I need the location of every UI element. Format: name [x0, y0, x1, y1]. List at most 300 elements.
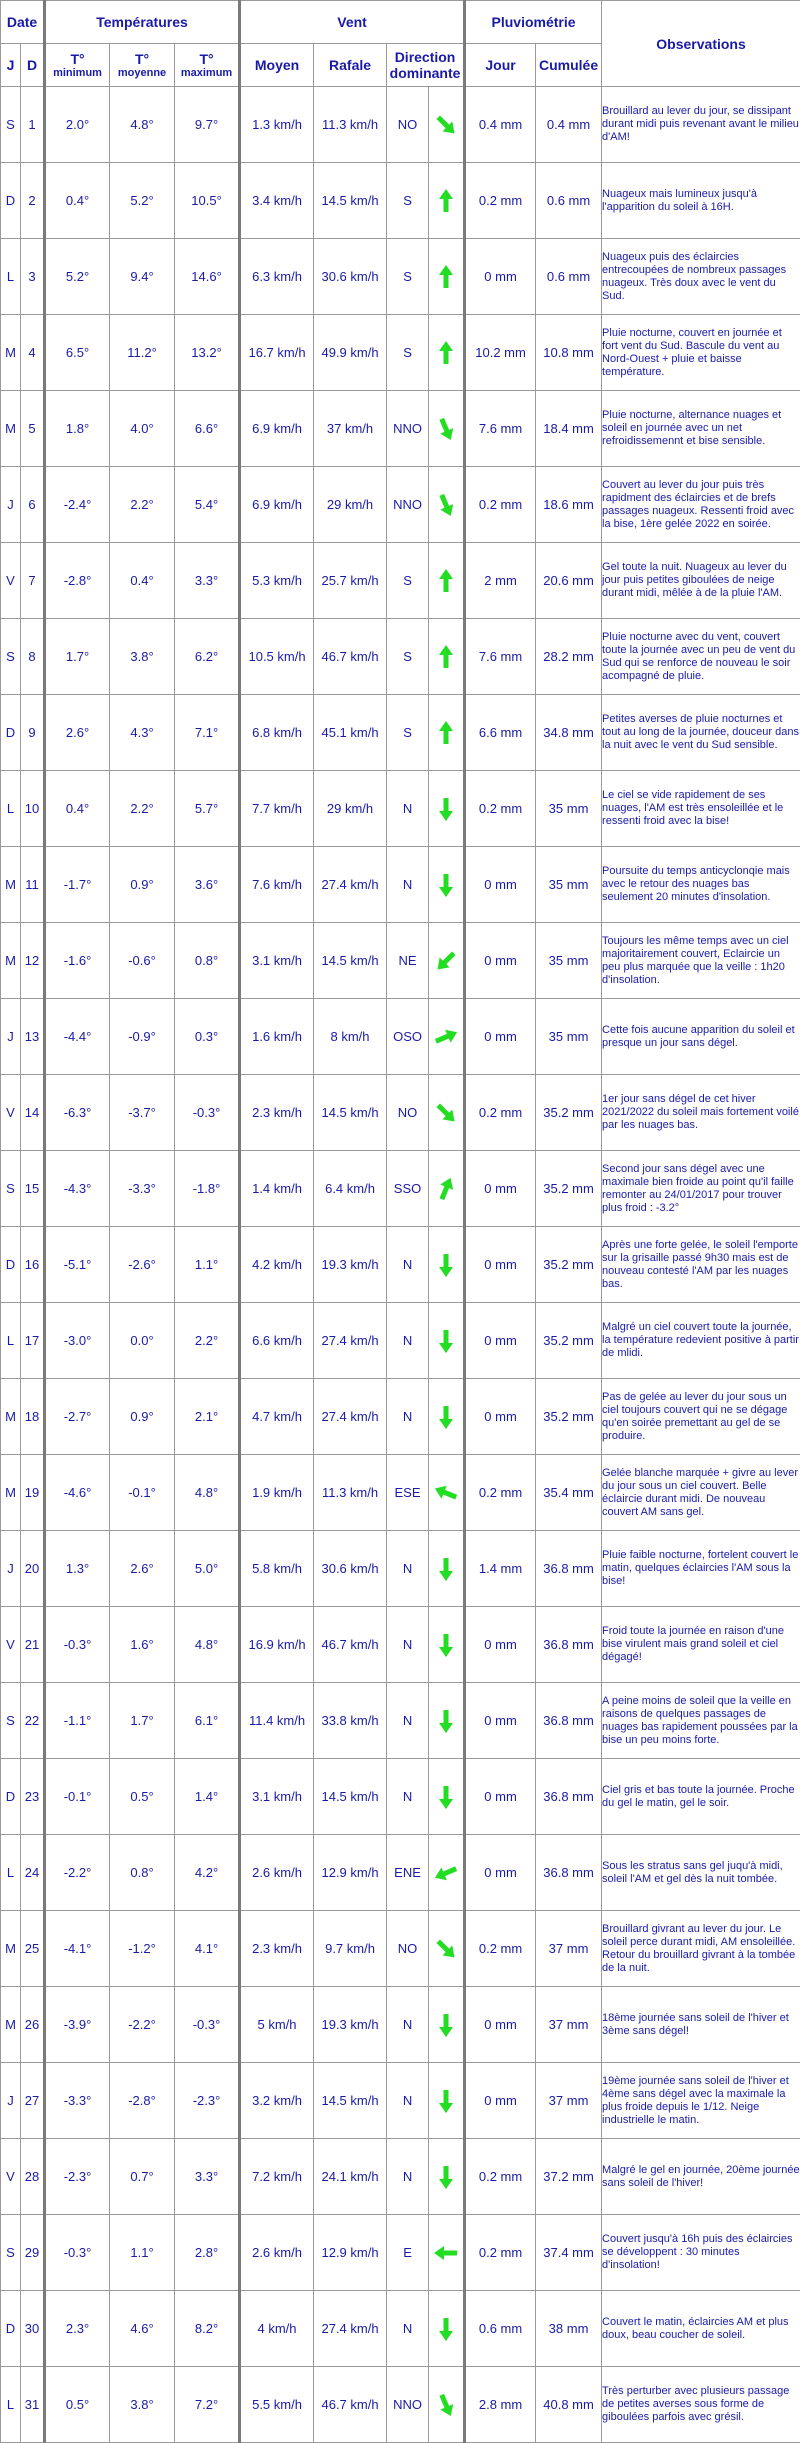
- rain-cumulative: 37.4 mm: [536, 2215, 602, 2291]
- temp-avg: -0.6°: [110, 923, 175, 999]
- wind-gust: 46.7 km/h: [314, 1607, 387, 1683]
- rain-cumulative: 0.6 mm: [536, 239, 602, 315]
- day-letter: J: [1, 999, 21, 1075]
- rain-cumulative: 18.6 mm: [536, 467, 602, 543]
- rain-cumulative: 38 mm: [536, 2291, 602, 2367]
- rain-day: 0.4 mm: [465, 87, 536, 163]
- day-letter: S: [1, 619, 21, 695]
- wind-arrow-icon: [432, 415, 460, 443]
- rain-day: 0 mm: [465, 1607, 536, 1683]
- rain-day: 0 mm: [465, 1303, 536, 1379]
- temp-avg: -2.2°: [110, 1987, 175, 2063]
- rain-day: 0 mm: [465, 923, 536, 999]
- wind-avg: 2.6 km/h: [240, 2215, 314, 2291]
- wind-arrow-cell: [429, 2367, 465, 2443]
- temp-min: -3.0°: [45, 1303, 110, 1379]
- wind-arrow-icon: [432, 2011, 460, 2039]
- header-col-d: D: [21, 44, 45, 87]
- wind-direction: N: [387, 847, 429, 923]
- wind-arrow-icon: [432, 1327, 460, 1355]
- wind-gust: 29 km/h: [314, 467, 387, 543]
- wind-gust: 14.5 km/h: [314, 2063, 387, 2139]
- rain-day: 7.6 mm: [465, 391, 536, 467]
- header-tmin: [45, 44, 110, 87]
- wind-direction: NE: [387, 923, 429, 999]
- observation: Nuageux puis des éclaircies entrecoupées de nombreux passages nuageux. Très doux avec le vent du Sud.: [602, 239, 800, 315]
- rain-day: 0 mm: [465, 1835, 536, 1911]
- rain-day: 0 mm: [465, 239, 536, 315]
- temp-min: -0.3°: [45, 1607, 110, 1683]
- rain-cumulative: 36.8 mm: [536, 1683, 602, 1759]
- observation: Pluie nocturne avec du vent, couvert toute la journée avec un peu de vent du Sud qui se renforce de nouveau le soir acompagné de pluie.: [602, 619, 800, 695]
- day-letter: V: [1, 2139, 21, 2215]
- wind-arrow-cell: [429, 1683, 465, 1759]
- rain-day: 0.6 mm: [465, 2291, 536, 2367]
- table-row: [1, 315, 800, 391]
- temp-min: -3.9°: [45, 1987, 110, 2063]
- rain-day: 7.6 mm: [465, 619, 536, 695]
- rain-cumulative: 35.2 mm: [536, 1303, 602, 1379]
- rain-cumulative: 37 mm: [536, 1987, 602, 2063]
- wind-gust: 14.5 km/h: [314, 163, 387, 239]
- wind-direction: S: [387, 163, 429, 239]
- wind-direction: S: [387, 239, 429, 315]
- temp-max: 14.6°: [175, 239, 240, 315]
- temp-avg: 3.8°: [110, 619, 175, 695]
- header-tmax: [175, 44, 240, 87]
- wind-avg: 6.9 km/h: [240, 467, 314, 543]
- wind-arrow-icon: [432, 643, 460, 671]
- rain-cumulative: 0.4 mm: [536, 87, 602, 163]
- tmax-sublabel: maximum: [175, 67, 238, 80]
- observation: Brouillard givrant au lever du jour. Le soleil perce durant midi, AM ensoleillée. Retour du brouillard givrant à la tombée de la nuit.: [602, 1911, 800, 1987]
- day-number: 11: [21, 847, 45, 923]
- wind-avg: 2.3 km/h: [240, 1911, 314, 1987]
- temp-max: 3.3°: [175, 2139, 240, 2215]
- wind-avg: 3.1 km/h: [240, 923, 314, 999]
- temp-max: 1.4°: [175, 1759, 240, 1835]
- table-row: [1, 1531, 800, 1607]
- rain-day: 0 mm: [465, 1151, 536, 1227]
- wind-avg: 6.8 km/h: [240, 695, 314, 771]
- day-number: 9: [21, 695, 45, 771]
- temp-min: 0.4°: [45, 771, 110, 847]
- wind-arrow-icon: [432, 947, 460, 975]
- wind-gust: 27.4 km/h: [314, 1303, 387, 1379]
- wind-avg: 11.4 km/h: [240, 1683, 314, 1759]
- wind-arrow-cell: [429, 2063, 465, 2139]
- temp-avg: 0.9°: [110, 1379, 175, 1455]
- wind-gust: 11.3 km/h: [314, 87, 387, 163]
- day-number: 29: [21, 2215, 45, 2291]
- temp-max: 5.4°: [175, 467, 240, 543]
- temp-min: -0.1°: [45, 1759, 110, 1835]
- day-number: 26: [21, 1987, 45, 2063]
- rain-day: 0 mm: [465, 1987, 536, 2063]
- wind-arrow-cell: [429, 1531, 465, 1607]
- rain-day: 2.8 mm: [465, 2367, 536, 2443]
- wind-gust: 46.7 km/h: [314, 619, 387, 695]
- temp-avg: 2.2°: [110, 771, 175, 847]
- wind-gust: 33.8 km/h: [314, 1683, 387, 1759]
- wind-arrow-icon: [432, 1251, 460, 1279]
- wind-gust: 14.5 km/h: [314, 1759, 387, 1835]
- temp-min: -1.6°: [45, 923, 110, 999]
- wind-direction: N: [387, 1607, 429, 1683]
- day-letter: S: [1, 87, 21, 163]
- wind-avg: 2.6 km/h: [240, 1835, 314, 1911]
- wind-arrow-icon: [432, 1783, 460, 1811]
- observation: Gelée blanche marquée + givre au lever du jour sous un ciel couvert. Belle éclaircie durant midi. De nouveau couvert AM sans gel.: [602, 1455, 800, 1531]
- wind-arrow-icon: [432, 567, 460, 595]
- wind-gust: 27.4 km/h: [314, 847, 387, 923]
- wind-direction: N: [387, 1987, 429, 2063]
- wind-avg: 16.7 km/h: [240, 315, 314, 391]
- observation: Très perturber avec plusieurs passage de petites averses sous forme de giboulées parfois avec grésil.: [602, 2367, 800, 2443]
- wind-avg: 4.2 km/h: [240, 1227, 314, 1303]
- rain-cumulative: 36.8 mm: [536, 1835, 602, 1911]
- temp-max: 1.1°: [175, 1227, 240, 1303]
- header-direction: Direction dominante: [387, 44, 465, 87]
- rain-day: 2 mm: [465, 543, 536, 619]
- day-letter: M: [1, 391, 21, 467]
- temp-min: -2.4°: [45, 467, 110, 543]
- wind-gust: 12.9 km/h: [314, 1835, 387, 1911]
- wind-arrow-cell: [429, 87, 465, 163]
- temp-avg: 0.0°: [110, 1303, 175, 1379]
- day-letter: M: [1, 315, 21, 391]
- header-moyen: Moyen: [240, 44, 314, 87]
- day-letter: D: [1, 2291, 21, 2367]
- header-date: Date: [1, 1, 45, 44]
- wind-arrow-cell: [429, 619, 465, 695]
- rain-day: 0.2 mm: [465, 2139, 536, 2215]
- wind-gust: 19.3 km/h: [314, 1987, 387, 2063]
- table-body: [1, 87, 800, 2443]
- temp-avg: 0.7°: [110, 2139, 175, 2215]
- temp-max: 13.2°: [175, 315, 240, 391]
- wind-arrow-cell: [429, 1835, 465, 1911]
- rain-cumulative: 35 mm: [536, 999, 602, 1075]
- temp-max: 2.8°: [175, 2215, 240, 2291]
- temp-max: 3.3°: [175, 543, 240, 619]
- table-row: [1, 1075, 800, 1151]
- temp-min: -1.7°: [45, 847, 110, 923]
- temp-avg: 9.4°: [110, 239, 175, 315]
- wind-direction: N: [387, 1227, 429, 1303]
- wind-gust: 29 km/h: [314, 771, 387, 847]
- rain-cumulative: 36.8 mm: [536, 1607, 602, 1683]
- temp-min: 5.2°: [45, 239, 110, 315]
- temp-min: 1.8°: [45, 391, 110, 467]
- wind-gust: 37 km/h: [314, 391, 387, 467]
- wind-arrow-cell: [429, 2215, 465, 2291]
- day-letter: D: [1, 1227, 21, 1303]
- table-row: [1, 239, 800, 315]
- wind-gust: 8 km/h: [314, 999, 387, 1075]
- wind-arrow-cell: [429, 391, 465, 467]
- wind-avg: 4.7 km/h: [240, 1379, 314, 1455]
- temp-avg: 4.0°: [110, 391, 175, 467]
- wind-direction: NO: [387, 1911, 429, 1987]
- wind-arrow-icon: [432, 1935, 460, 1963]
- temp-max: 6.2°: [175, 619, 240, 695]
- wind-direction: NO: [387, 1075, 429, 1151]
- temp-max: 0.3°: [175, 999, 240, 1075]
- wind-gust: 30.6 km/h: [314, 239, 387, 315]
- day-number: 28: [21, 2139, 45, 2215]
- wind-gust: 45.1 km/h: [314, 695, 387, 771]
- day-number: 2: [21, 163, 45, 239]
- temp-avg: 1.7°: [110, 1683, 175, 1759]
- rain-cumulative: 35 mm: [536, 771, 602, 847]
- wind-arrow-icon: [432, 263, 460, 291]
- wind-arrow-icon: [432, 1555, 460, 1583]
- wind-avg: 3.4 km/h: [240, 163, 314, 239]
- temp-avg: -0.1°: [110, 1455, 175, 1531]
- wind-direction: SSO: [387, 1151, 429, 1227]
- rain-cumulative: 35.4 mm: [536, 1455, 602, 1531]
- table-row: [1, 619, 800, 695]
- rain-day: 6.6 mm: [465, 695, 536, 771]
- wind-gust: 27.4 km/h: [314, 2291, 387, 2367]
- day-number: 27: [21, 2063, 45, 2139]
- day-number: 21: [21, 1607, 45, 1683]
- day-number: 23: [21, 1759, 45, 1835]
- rain-day: 0.2 mm: [465, 1075, 536, 1151]
- wind-gust: 27.4 km/h: [314, 1379, 387, 1455]
- temp-avg: 3.8°: [110, 2367, 175, 2443]
- wind-arrow-cell: [429, 1303, 465, 1379]
- wind-direction: NNO: [387, 391, 429, 467]
- day-number: 6: [21, 467, 45, 543]
- temp-max: 7.1°: [175, 695, 240, 771]
- wind-avg: 1.3 km/h: [240, 87, 314, 163]
- temp-min: -6.3°: [45, 1075, 110, 1151]
- temp-min: -4.6°: [45, 1455, 110, 1531]
- day-letter: L: [1, 2367, 21, 2443]
- day-number: 1: [21, 87, 45, 163]
- wind-gust: 14.5 km/h: [314, 923, 387, 999]
- wind-arrow-icon: [432, 1631, 460, 1659]
- wind-avg: 3.1 km/h: [240, 1759, 314, 1835]
- day-letter: M: [1, 1911, 21, 1987]
- observation: Ciel gris et bas toute la journée. Proche du gel le matin, gel le soir.: [602, 1759, 800, 1835]
- temp-max: 0.8°: [175, 923, 240, 999]
- wind-avg: 6.3 km/h: [240, 239, 314, 315]
- wind-avg: 1.6 km/h: [240, 999, 314, 1075]
- temp-max: 2.2°: [175, 1303, 240, 1379]
- wind-avg: 5.5 km/h: [240, 2367, 314, 2443]
- day-letter: L: [1, 1835, 21, 1911]
- rain-cumulative: 35.2 mm: [536, 1227, 602, 1303]
- wind-arrow-cell: [429, 1987, 465, 2063]
- table-row: [1, 1151, 800, 1227]
- header-rafale: Rafale: [314, 44, 387, 87]
- wind-arrow-cell: [429, 1227, 465, 1303]
- wind-avg: 3.2 km/h: [240, 2063, 314, 2139]
- wind-arrow-cell: [429, 1379, 465, 1455]
- wind-direction: N: [387, 1683, 429, 1759]
- temp-avg: 1.1°: [110, 2215, 175, 2291]
- wind-direction: S: [387, 619, 429, 695]
- wind-arrow-cell: [429, 999, 465, 1075]
- temp-min: -4.1°: [45, 1911, 110, 1987]
- temp-min: 0.4°: [45, 163, 110, 239]
- wind-arrow-cell: [429, 1911, 465, 1987]
- table-row: [1, 467, 800, 543]
- table-row: [1, 1835, 800, 1911]
- temp-avg: 0.5°: [110, 1759, 175, 1835]
- temp-avg: -0.9°: [110, 999, 175, 1075]
- day-number: 13: [21, 999, 45, 1075]
- day-letter: D: [1, 1759, 21, 1835]
- temp-avg: 0.8°: [110, 1835, 175, 1911]
- tmoy-label: T°: [110, 51, 174, 67]
- wind-arrow-cell: [429, 1455, 465, 1531]
- temp-max: 2.1°: [175, 1379, 240, 1455]
- day-number: 24: [21, 1835, 45, 1911]
- temp-min: -0.3°: [45, 2215, 110, 2291]
- wind-arrow-icon: [432, 1707, 460, 1735]
- wind-gust: 49.9 km/h: [314, 315, 387, 391]
- table-row: [1, 1759, 800, 1835]
- temp-max: -0.3°: [175, 1075, 240, 1151]
- rain-cumulative: 34.8 mm: [536, 695, 602, 771]
- rain-cumulative: 35 mm: [536, 923, 602, 999]
- observation: Poursuite du temps anticyclonqie mais avec le retour des nuages bas seulement 20 minutes d'insolation.: [602, 847, 800, 923]
- observation: Cette fois aucune apparition du soleil et presque un jour sans dégel.: [602, 999, 800, 1075]
- wind-arrow-icon: [432, 2163, 460, 2191]
- observation: Couvert le matin, éclaircies AM et plus doux, beau coucher de soleil.: [602, 2291, 800, 2367]
- wind-arrow-cell: [429, 1151, 465, 1227]
- day-letter: L: [1, 771, 21, 847]
- table-row: [1, 847, 800, 923]
- temp-max: 4.8°: [175, 1455, 240, 1531]
- day-letter: S: [1, 2215, 21, 2291]
- day-letter: S: [1, 1683, 21, 1759]
- wind-arrow-icon: [432, 2239, 460, 2267]
- wind-arrow-cell: [429, 1759, 465, 1835]
- wind-arrow-cell: [429, 2291, 465, 2367]
- day-letter: M: [1, 1379, 21, 1455]
- observation: Gel toute la nuit. Nuageux au lever du jour puis petites giboulées de neige durant midi, mêlée à de la pluie l'AM.: [602, 543, 800, 619]
- temp-max: 5.0°: [175, 1531, 240, 1607]
- header-temperatures: Températures: [45, 1, 240, 44]
- table-row: [1, 999, 800, 1075]
- temp-max: -2.3°: [175, 2063, 240, 2139]
- table-row: [1, 87, 800, 163]
- table-row: [1, 2367, 800, 2443]
- day-number: 3: [21, 239, 45, 315]
- temp-avg: 11.2°: [110, 315, 175, 391]
- temp-avg: 4.8°: [110, 87, 175, 163]
- table-row: [1, 163, 800, 239]
- temp-max: -1.8°: [175, 1151, 240, 1227]
- observation: Pluie faible nocturne, fortelent couvert le matin, quelques éclaircies l'AM sous la bise!: [602, 1531, 800, 1607]
- wind-direction: NNO: [387, 2367, 429, 2443]
- wind-direction: N: [387, 771, 429, 847]
- wind-direction: NO: [387, 87, 429, 163]
- wind-arrow-cell: [429, 239, 465, 315]
- rain-cumulative: 18.4 mm: [536, 391, 602, 467]
- temp-min: -2.7°: [45, 1379, 110, 1455]
- table-row: [1, 771, 800, 847]
- wind-avg: 6.6 km/h: [240, 1303, 314, 1379]
- wind-arrow-cell: [429, 695, 465, 771]
- wind-gust: 25.7 km/h: [314, 543, 387, 619]
- table-row: [1, 543, 800, 619]
- wind-gust: 46.7 km/h: [314, 2367, 387, 2443]
- wind-arrow-cell: [429, 2139, 465, 2215]
- wind-direction: S: [387, 543, 429, 619]
- table-row: [1, 1683, 800, 1759]
- day-letter: M: [1, 923, 21, 999]
- day-letter: V: [1, 1075, 21, 1151]
- wind-direction: N: [387, 1379, 429, 1455]
- wind-gust: 11.3 km/h: [314, 1455, 387, 1531]
- header-jour: Jour: [465, 44, 536, 87]
- wind-avg: 7.6 km/h: [240, 847, 314, 923]
- rain-day: 0.2 mm: [465, 1455, 536, 1531]
- day-letter: J: [1, 467, 21, 543]
- temp-avg: 2.2°: [110, 467, 175, 543]
- tmax-label: T°: [175, 51, 238, 67]
- observation: Pluie nocturne, alternance nuages et soleil en journée avec un net refroidissemennt et bise sensible.: [602, 391, 800, 467]
- wind-avg: 10.5 km/h: [240, 619, 314, 695]
- header-pluviometrie: Pluviométrie: [465, 1, 602, 44]
- wind-arrow-icon: [432, 339, 460, 367]
- observation: 1er jour sans dégel de cet hiver 2021/2022 du soleil mais fortement voilé par les nuages bas.: [602, 1075, 800, 1151]
- day-number: 10: [21, 771, 45, 847]
- day-letter: V: [1, 543, 21, 619]
- rain-cumulative: 35 mm: [536, 847, 602, 923]
- table-row: [1, 1303, 800, 1379]
- day-number: 19: [21, 1455, 45, 1531]
- table-row: [1, 1227, 800, 1303]
- temp-avg: 2.6°: [110, 1531, 175, 1607]
- wind-direction: N: [387, 2063, 429, 2139]
- table-row: [1, 2215, 800, 2291]
- wind-direction: NNO: [387, 467, 429, 543]
- temp-avg: 4.6°: [110, 2291, 175, 2367]
- table-row: [1, 2139, 800, 2215]
- rain-cumulative: 35.2 mm: [536, 1075, 602, 1151]
- temp-min: 6.5°: [45, 315, 110, 391]
- day-number: 7: [21, 543, 45, 619]
- temp-avg: 1.6°: [110, 1607, 175, 1683]
- wind-arrow-icon: [432, 2391, 460, 2419]
- rain-cumulative: 35.2 mm: [536, 1151, 602, 1227]
- wind-arrow-icon: [432, 491, 460, 519]
- temp-avg: 4.3°: [110, 695, 175, 771]
- wind-gust: 14.5 km/h: [314, 1075, 387, 1151]
- observation: Malgré le gel en journée, 20ème journée sans soleil de l'hiver!: [602, 2139, 800, 2215]
- temp-max: 6.1°: [175, 1683, 240, 1759]
- wind-avg: 5 km/h: [240, 1987, 314, 2063]
- wind-gust: 12.9 km/h: [314, 2215, 387, 2291]
- header-observations: Observations: [602, 1, 800, 87]
- temp-max: 8.2°: [175, 2291, 240, 2367]
- header-col-j: J: [1, 44, 21, 87]
- wind-arrow-cell: [429, 543, 465, 619]
- day-letter: S: [1, 1151, 21, 1227]
- wind-avg: 4 km/h: [240, 2291, 314, 2367]
- observation: A peine moins de soleil que la veille en raisons de quelques passages de nuages bas rapidement poussées par la bise un peu moins forte.: [602, 1683, 800, 1759]
- tmin-label: T°: [46, 51, 109, 67]
- observation: Le ciel se vide rapidement de ses nuages, l'AM est très ensoleillée et le ressenti froid avec la bise!: [602, 771, 800, 847]
- wind-avg: 2.3 km/h: [240, 1075, 314, 1151]
